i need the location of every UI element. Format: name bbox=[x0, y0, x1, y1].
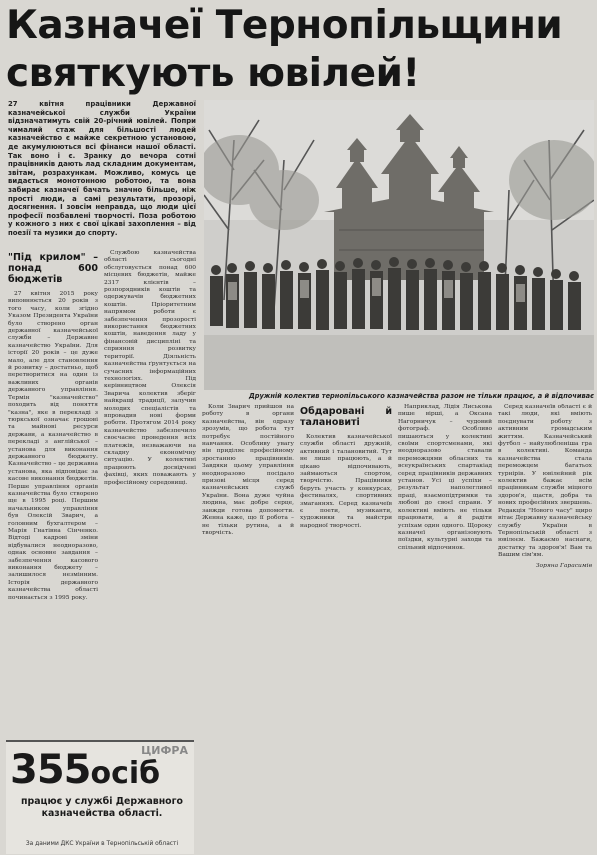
article-column-2 bbox=[104, 250, 196, 735]
article-column-6 bbox=[498, 404, 592, 852]
article-column-1 bbox=[8, 250, 98, 603]
column-1-text: 27 квітня 2015 року виповнюється 20 років з того часу, коли згідно Указом Президента України було створено орган державної казначейської служби – Державне казначейство України. Для історії 20 років – це дуже мало, але для становлення й розвитку – достатньо, щоб перетворитися на один із важливих органів державного управління. Термін "казначейство" походить від поняття "казна", яке в перекладі з тюркської означає грошові та майнові ресурси держави, а казначейство в перекладі з англійської – установа для виконання державного бюджету. Казначейство – це державна установа, яка відповідає за касове виконання бюджетів. Перше управління органів казначейства було створено ще в 1995 році. Першим начальником управління був Олексій Зварич, а головним бухгалтером – Марія Гнатівна Сінченко. Відтоді кадрові зміни відбувалися неодноразово, однак основне завдання – забезпечення касового виконання бюджету – залишилося незмінним. Історія державного казначейства області починається з 1995 року. bbox=[8, 291, 98, 601]
column-4-text: Колектив казначейської служби області дружній, активний і талановитий. Тут не лише працюють, а й цікаво відпочивають, займаються спортом, творчістю. Працівники беруть участь у конкурсах, фестивалях, спортивних змаганнях. Серед казначеїв є поети, музиканти, художники та майстри народної творчості. bbox=[300, 434, 392, 529]
column-2-text: Службою казначейства області сьогодні обслуговується понад 600 місцевих бюджетів, майже 2317 клієнтів – розпорядників коштів та одержувачів бюджетних коштів. Пріоритетним напрямом роботи є забезпечення прозорості використання бюджетних коштів, наведення ладу у фінансовій дисципліні та сприяння розвитку території. Діяльність казначейства ґрунтується на сучасних інформаційних технологіях. Під керівництвом Олексія Зварича колектив зберіг найкращі традиції, залучив молодих спеціалістів та впровадив нові форми роботи. Протягом 2014 року казначейство забезпечило своєчасне проведення всіх платежів, незважаючи на складну економічну ситуацію. У колективі працюють досвідчені фахівці, яких поважають у професійному середовищі. bbox=[104, 250, 196, 486]
headline-line-2: святкують ювілей! bbox=[6, 51, 420, 96]
fact-box-tag: ЦИФРА bbox=[141, 744, 188, 757]
column-6-text: Серед казначеїв області є й такі люди, які вміють поєднувати роботу з активним громадським життям. Казначейський футбол – найулюбленіша гра в колективі. Команда казначейства стала переможцем багатьох турнірів. У ювілейний рік колектив бажає всім працівникам служби міцного здоров'я, щастя, добра та нових професійних звершень. Редакція "Нового часу" щиро вітає Державну казначейську службу України в Тернопільській області з ювілеєм. Бажаємо наснаги, достатку та здоров'я! Вам та Вашим сім'ям. bbox=[498, 404, 592, 559]
column-3-text: Коли Зварич прийшов на роботу в органи казначейства, він одразу зрозумів, що робота тут потребує постійного навчання. Особливу увагу він приділяє професійному зростанню працівників. Завдяки цьому управління неодноразово посідало призові місця серед казначейських служб України. Вона дуже чуйна людина, має добре серце, завжди готова допомогти. Женна каже, що її робота – не тільки рутина, а й творчість. bbox=[202, 404, 294, 536]
fact-unit: осіб bbox=[90, 756, 161, 791]
article-column-4 bbox=[300, 404, 392, 852]
article-column-5 bbox=[398, 404, 492, 852]
article-column-3 bbox=[202, 404, 294, 852]
fact-box bbox=[6, 740, 194, 854]
fact-box-description: працює у службі Державного казначейства області. bbox=[21, 796, 183, 819]
section-heading-talented: Обдаровані й талановиті bbox=[300, 406, 392, 428]
article-lead: 27 квітня працівники Державної казначейської служби України відзначатимуть свій 20-річний ювілей. Попри чималий стаж для більшості людей казначейство є майже секретною установою, де акумулюються всі фінанси нашої області. Так воно і є. Зранку до вечора сотні працівників дають лад складним документам, звітам, розрахункам. Можливо, комусь це видається монотонною роботою, та вона забирає казначеї бачать значно більше, ніж простi люди, а самі результати, прозорі, досягнення. І зовсім неправда, що люди цієї професії позбавлені творчості. Поза роботою у кожного з них є свої цікаві захоплення – від поезії та музики до спорту. bbox=[8, 100, 196, 237]
author-signature: Зоряна Гарасимів bbox=[535, 562, 592, 569]
section-heading-budgets: "Під крилом" – понад 600 бюджетів bbox=[8, 252, 98, 285]
headline-line-1: Казначеї Тернопільщини bbox=[6, 3, 563, 48]
fact-box-number bbox=[10, 748, 160, 796]
fact-number: 355 bbox=[10, 747, 91, 793]
fact-box-source: За даними ДКС України в Тернопільській області bbox=[25, 841, 179, 847]
group-photo bbox=[204, 100, 594, 390]
article-headline bbox=[6, 2, 594, 98]
photo-caption: Дружній колектив тернопільського казначейства разом не тільки працює, а й відпочиває bbox=[248, 392, 594, 400]
column-5-text: Наприклад, Лідія Лиськова пише вірші, а Оксана Нагорничук – чудовий фотограф. Особливо пишаються у колективі своїми спортсменами, які неодноразово ставали переможцями обласних та всеукраїнських спартакіад серед працівників державних установ. Усі ці успіхи – результат наполегливої праці, взаємопідтримки та любові до своєї справи. У колективі вміють не тільки працювати, а й радіти успіхам один одного. Щороку казначеї організовують поїздки, культурні заходи та спільний відпочинок. bbox=[398, 404, 492, 551]
